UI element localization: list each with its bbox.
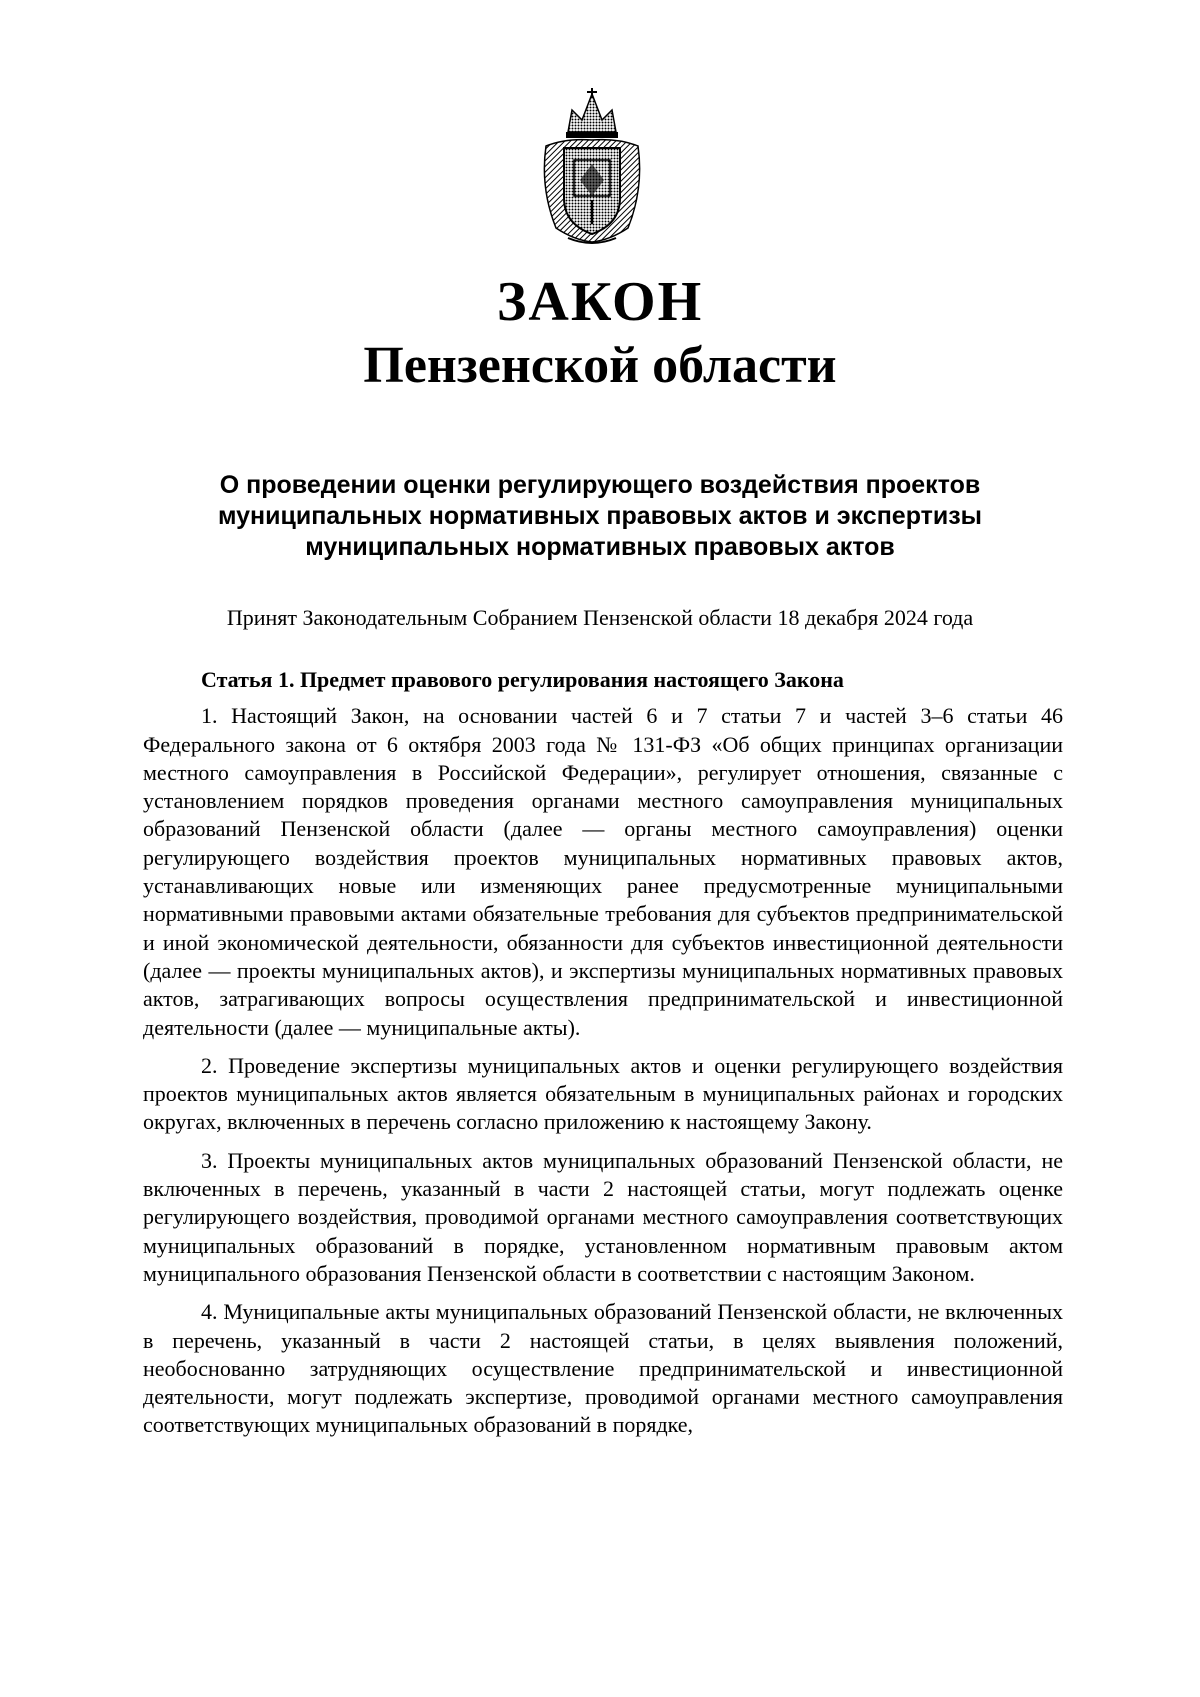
article-paragraph: 1. Настоящий Закон, на основании частей 6 и 7 статьи 7 и частей 3–6 статьи 46 Федерального закона от 6 октября 2003 года № 131-ФЗ «Об общих принципах организации местного самоуправления в Российской Федерации», регулирует отношения, связанные с установлением порядков проведения органами местного самоуправления муниципальных образований Пензенской области (далее — органы местного самоуправления) оценки регулирующего воздействия проектов муниципальных нормативных правовых актов, устанавливающих новые или изменяющих ранее предусмотренные муниципальными нормативными правовыми актами обязательные требования для субъектов предпринимательской и иной экономической деятельности, обязанности для субъектов инвестиционной деятельности (далее — проекты муниципальных актов), и экспертизы муниципальных нормативных правовых актов, затрагивающих вопросы осуществления предпринимательской и инвестиционной деятельности (далее — муниципальные акты). [143, 703, 1063, 1040]
article-paragraph: 4. Муниципальные акты муниципальных образований Пензенской области, не включенных в перечень, указанный в части 2 настоящей статьи, в целях выявления положений, необоснованно затрудняющих осуществление предпринимательской и инвестиционной деятельности, могут подлежать экспертизе, проводимой органами местного самоуправления соответствующих муниципальных образований в порядке, [143, 1299, 1063, 1438]
law-subject-line: муниципальных нормативных правовых актов и экспертизы [217, 502, 983, 530]
law-title: ЗАКОН [496, 271, 704, 333]
law-subject-line: муниципальных нормативных правовых актов [305, 533, 895, 561]
article-heading: Статья 1. Предмет правового регулирования настоящего Закона [201, 667, 844, 692]
article-paragraph: 3. Проекты муниципальных актов муниципальных образований Пензенской области, не включенных в перечень, указанный в части 2 настоящей статьи, могут подлежать оценке регулирующего воздействия, проводимой органами местного самоуправления соответствующих муниципальных образований в порядке, установленном нормативным правовым актом муниципального образования Пензенской области в соответствии с настоящим Законом. [143, 1147, 1063, 1286]
law-subject [140, 470, 1060, 563]
law-subject-line: О проведении оценки регулирующего воздействия проектов [219, 471, 981, 499]
article-1 [143, 666, 1063, 1450]
article-paragraph: 2. Проведение экспертизы муниципальных актов и оценки регулирующего воздействия проектов муниципальных актов является обязательным в муниципальных районах и городских округах, включенных в перечень согласно приложению к настоящему Закону. [143, 1052, 1063, 1135]
adoption-note: Принят Законодательным Собранием Пензенской области 18 декабря 2024 года [226, 605, 974, 630]
law-region: Пензенской области [363, 337, 837, 394]
penza-coat-of-arms-icon [538, 88, 646, 248]
